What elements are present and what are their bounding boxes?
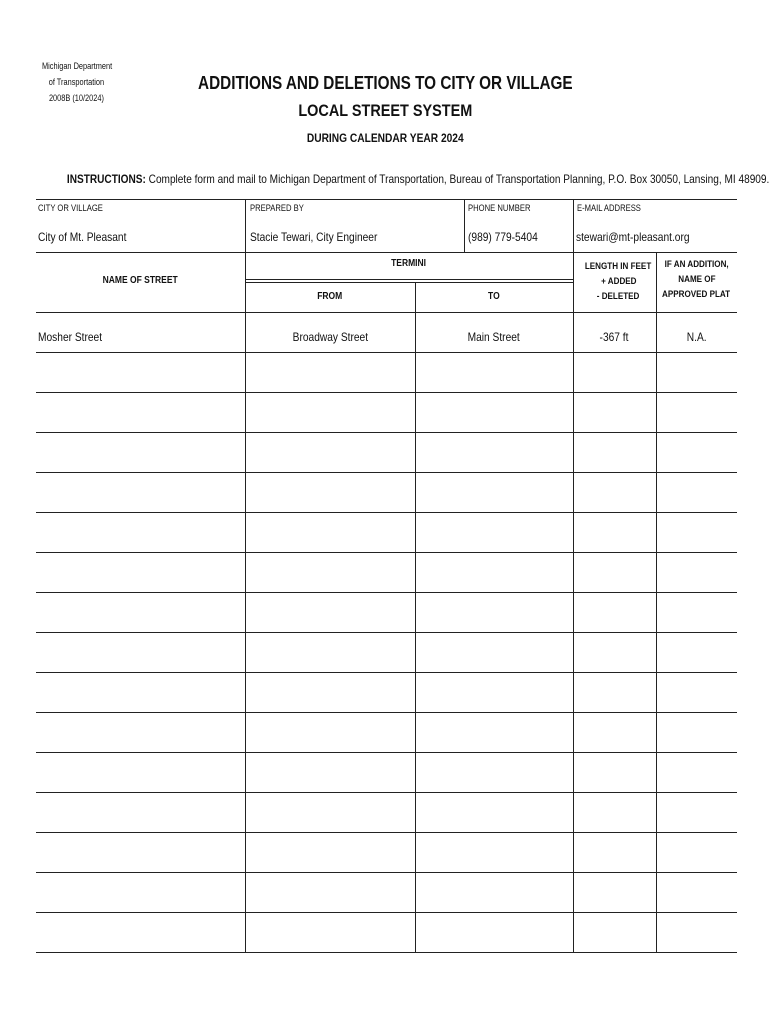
column-header-length: LENGTH IN FEET + ADDED - DELETED bbox=[585, 261, 652, 302]
column-header-termini: TERMINI bbox=[391, 258, 427, 269]
phone-label: PHONE NUMBER bbox=[468, 203, 531, 213]
to-cell[interactable]: Main Street bbox=[467, 330, 521, 344]
column-header-plat: IF AN ADDITION, NAME OF APPROVED PLAT bbox=[662, 259, 731, 300]
rule bbox=[245, 279, 573, 280]
rule bbox=[36, 472, 737, 473]
rule bbox=[36, 632, 737, 633]
rule bbox=[415, 282, 416, 952]
rule bbox=[36, 512, 737, 513]
rule bbox=[36, 712, 737, 713]
rule bbox=[36, 752, 737, 753]
prepared-by-field[interactable]: Stacie Tewari, City Engineer bbox=[250, 230, 378, 244]
rule bbox=[36, 552, 737, 553]
prepared-by-label: PREPARED BY bbox=[250, 203, 304, 213]
instructions bbox=[0, 172, 770, 186]
rule bbox=[656, 252, 657, 952]
instructions-label: INSTRUCTIONS: bbox=[66, 172, 146, 186]
column-header-street: NAME OF STREET bbox=[102, 275, 179, 286]
length-cell[interactable]: -367 ft bbox=[600, 330, 629, 344]
rule bbox=[245, 282, 573, 283]
plat-cell[interactable]: N.A. bbox=[686, 330, 707, 344]
form-year: DURING CALENDAR YEAR 2024 bbox=[306, 131, 464, 145]
phone-field[interactable]: (989) 779-5404 bbox=[468, 230, 538, 244]
column-header-from: FROM bbox=[317, 291, 343, 302]
agency-name-line2: of Transportation bbox=[48, 77, 105, 87]
column-header-to: TO bbox=[488, 291, 500, 302]
email-label: E-MAIL ADDRESS bbox=[577, 203, 641, 213]
rule bbox=[36, 872, 737, 873]
rule bbox=[36, 312, 737, 313]
city-label: CITY OR VILLAGE bbox=[38, 203, 103, 213]
form-subtitle: LOCAL STREET SYSTEM bbox=[298, 101, 472, 120]
rule bbox=[573, 252, 574, 952]
form-title: ADDITIONS AND DELETIONS TO CITY OR VILLAGE bbox=[197, 73, 573, 93]
agency-name-line1: Michigan Department bbox=[42, 61, 113, 71]
rule bbox=[36, 832, 737, 833]
rule bbox=[36, 252, 737, 253]
from-cell[interactable]: Broadway Street bbox=[292, 330, 368, 344]
rule bbox=[36, 592, 737, 593]
rule bbox=[36, 672, 737, 673]
rule bbox=[245, 252, 246, 952]
rule bbox=[36, 432, 737, 433]
rule bbox=[36, 952, 737, 953]
rule bbox=[245, 199, 246, 252]
rule bbox=[464, 199, 465, 252]
rule bbox=[36, 792, 737, 793]
street-name-cell[interactable]: Mosher Street bbox=[38, 330, 103, 344]
city-field[interactable]: City of Mt. Pleasant bbox=[38, 230, 127, 244]
rule bbox=[36, 912, 737, 913]
email-field[interactable]: stewari@mt-pleasant.org bbox=[576, 230, 690, 244]
instructions-text: Complete form and mail to Michigan Department of Transportation, Bureau of Transportation Planning, P.O. Box 30050, Lansing, MI 48909. bbox=[148, 172, 770, 186]
rule bbox=[36, 199, 737, 200]
rule bbox=[36, 352, 737, 353]
form-number: 2008B (10/2024) bbox=[48, 93, 104, 103]
rule bbox=[573, 199, 574, 252]
rule bbox=[36, 392, 737, 393]
